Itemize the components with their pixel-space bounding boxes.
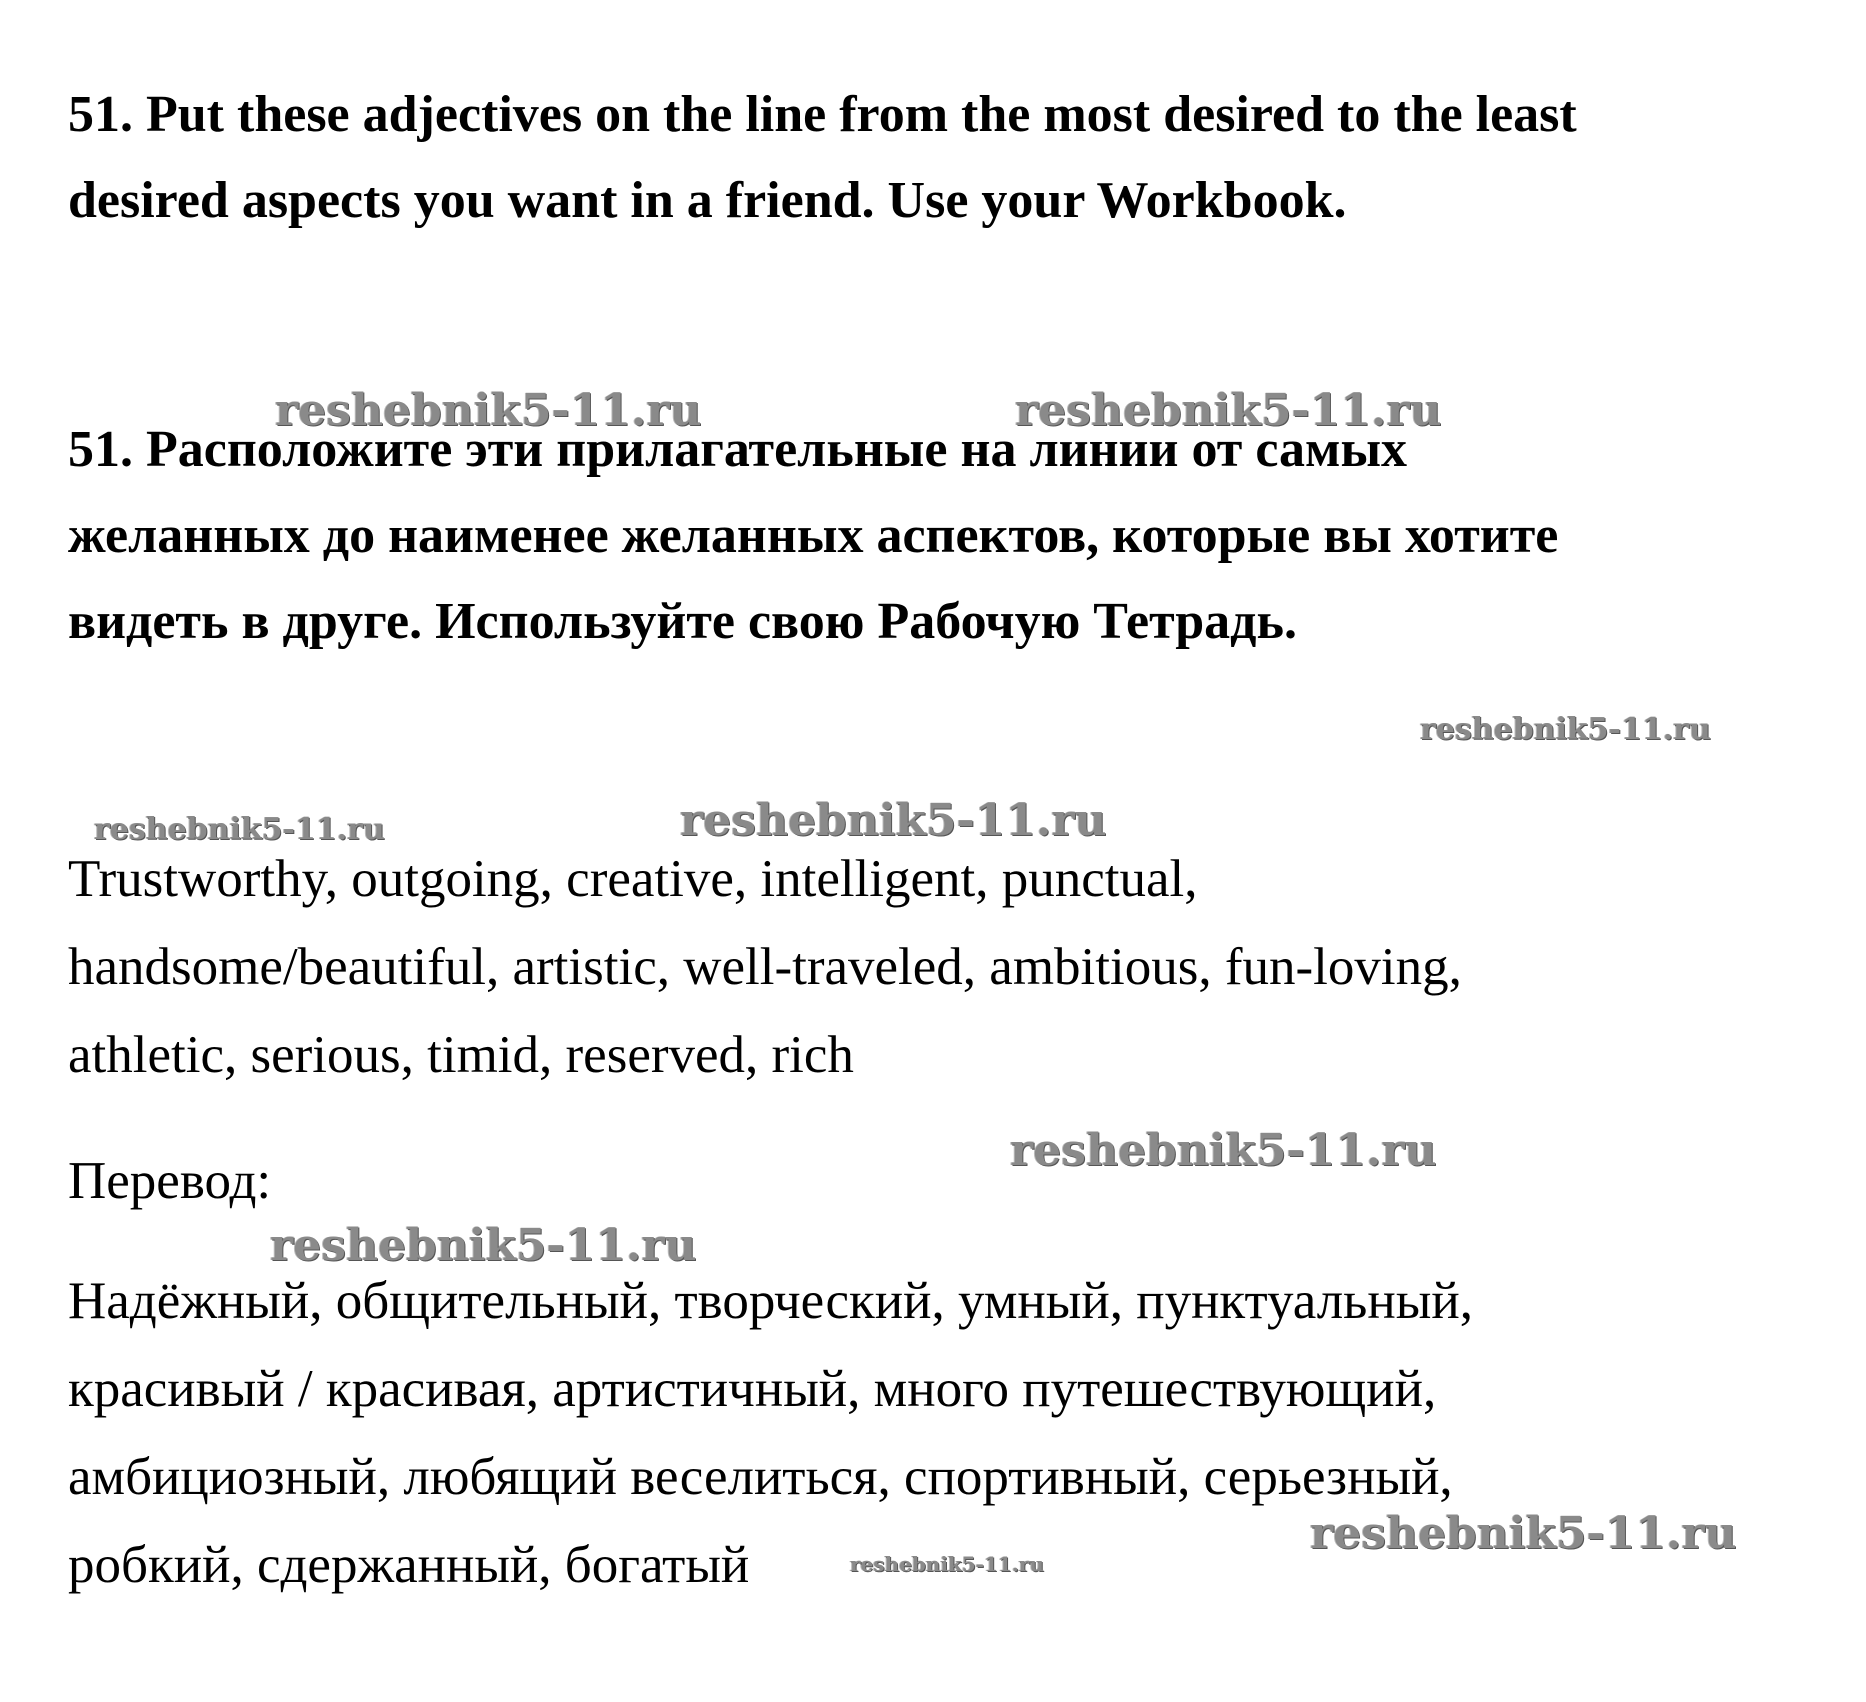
watermark: reshebnik5-11.ru [680, 795, 1107, 846]
adjectives-ru-line-1: Надёжный, общительный, творческий, умный, пунктуальный, [68, 1272, 1473, 1330]
task-en-line-2: desired aspects you want in a friend. Use your Workbook. [68, 172, 1347, 229]
task-ru-line-1: 51. Расположите эти прилагательные на линии от самых [68, 421, 1408, 478]
adjectives-en-line-2: handsome/beautiful, artistic, well-traveled, ambitious, fun-loving, [68, 938, 1462, 996]
adjectives-en-line-3: athletic, serious, timid, reserved, rich [68, 1026, 854, 1084]
translation-label: Перевод: [68, 1152, 272, 1210]
adjectives-list-english [68, 835, 1828, 1099]
adjectives-ru-line-3: амбициозный, любящий веселиться, спортивный, серьезный, [68, 1448, 1453, 1506]
watermark: reshebnik5-11.ru [94, 812, 385, 847]
watermark: reshebnik5-11.ru [850, 1552, 1044, 1576]
task-ru-line-3: видеть в друге. Используйте свою Рабочую Тетрадь. [68, 593, 1297, 650]
task-heading-english [68, 72, 1828, 244]
watermark: reshebnik5-11.ru [1010, 1125, 1437, 1176]
watermark: reshebnik5-11.ru [1015, 385, 1442, 436]
watermark: reshebnik5-11.ru [275, 385, 702, 436]
task-en-line-1: 51. Put these adjectives on the line from the most desired to the least [68, 86, 1577, 143]
watermark: reshebnik5-11.ru [270, 1220, 697, 1271]
task-heading-russian [68, 407, 1828, 665]
adjectives-en-line-1: Trustworthy, outgoing, creative, intelligent, punctual, [68, 850, 1198, 908]
watermark: reshebnik5-11.ru [1310, 1508, 1737, 1559]
adjectives-ru-line-2: красивый / красивая, артистичный, много путешествующий, [68, 1360, 1437, 1418]
watermark: reshebnik5-11.ru [1420, 712, 1711, 747]
task-ru-line-2: желанных до наименее желанных аспектов, которые вы хотите [68, 507, 1559, 564]
adjectives-ru-line-4: робкий, сдержанный, богатый [68, 1536, 750, 1594]
